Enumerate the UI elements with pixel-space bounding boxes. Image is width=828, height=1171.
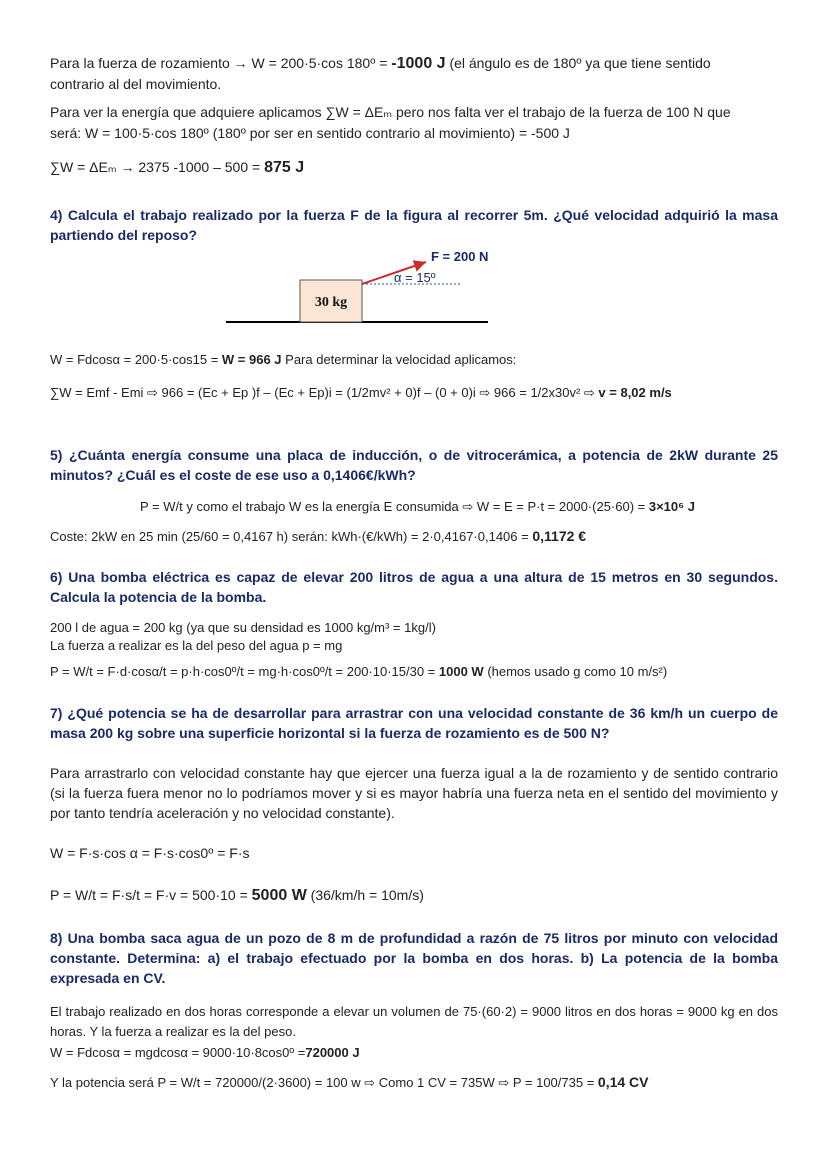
force-label: F = 200 N (431, 249, 488, 264)
text: ∑W = ΔEₘ → 2375 -1000 – 500 = (50, 159, 265, 175)
text-line: 200 l de agua = 200 kg (ya que su densidad es 1000 kg/m³ = 1kg/l) (50, 620, 436, 635)
result-value: 875 J (264, 159, 305, 176)
work-line (50, 350, 778, 370)
power-line (50, 1072, 778, 1093)
cost-line (50, 526, 778, 547)
text-line: contrario al del movimiento. (50, 76, 222, 92)
question-7-title: 7) ¿Qué potencia se ha de desarrollar para arrastrar con una velocidad constante de 36 km/h un cuerpo de masa 200 kg sobre una superficie horizontal si la fuerza de rozamiento es de 500 N? (50, 705, 778, 741)
text: (hemos usado g como 10 m/s²) (483, 664, 668, 679)
text-line: La fuerza a realizar es la del peso del agua p = mg (50, 638, 343, 653)
explanation-paragraph: El trabajo realizado en dos horas corresponde a elevar un volumen de 75·(60·2) = 9000 litros en dos horas = 9000 kg en dos horas. Y la fuerza a realizar es la del peso. (50, 1004, 778, 1039)
result-value: v = 8,02 m/s (598, 385, 672, 400)
velocity-line (50, 383, 778, 403)
work-line (50, 1043, 778, 1063)
text: P = W/t = F·d·cosα/t = p·h·cos0º/t = mg·h·cos0º/t = 200·10·15/30 = (50, 664, 439, 679)
question-6-title: 6) Una bomba eléctrica es capaz de elevar 200 litros de agua a una altura de 15 metros en 30 segundos. Calcula la potencia de la bomba. (50, 569, 778, 605)
result-value: W = 966 J (221, 352, 282, 367)
force-diagram (226, 246, 488, 326)
text: Para la fuerza de rozamiento → W = 200·5·cos 180º = (50, 55, 392, 71)
result-value: 720000 J (305, 1045, 360, 1060)
result-value: 0,1172 € (532, 528, 587, 544)
result-value: -1000 J (391, 55, 446, 72)
power-line (50, 662, 778, 682)
result-value: 0,14 CV (597, 1074, 649, 1090)
question-4-title: 4) Calcula el trabajo realizado por la fuerza F de la figura al recorrer 5m. ¿Qué velocidad adquirió la masa partiendo del reposo? (50, 207, 778, 243)
angle-label: α = 15º (394, 270, 436, 285)
text: Y la potencia será P = W/t = 720000/(2·3600) = 100 w ⇨ Como 1 CV = 735W ⇨ P = 100/735 = (50, 1075, 598, 1090)
result-value: 5000 W (251, 887, 307, 904)
text-line: será: W = 100·5·cos 180º (180º por ser en sentido contrario al movimiento) = -500 J (50, 125, 570, 141)
question-8-title: 8) Una bomba saca agua de un pozo de 8 m de profundidad a razón de 75 litros por minuto con velocidad constante. Determina: a) el trabajo efectuado por la bomba en dos horas. b) La potencia de la bomba expresada en CV. (50, 930, 778, 986)
power-line (50, 885, 778, 906)
text: (36/km/h = 10m/s) (306, 887, 424, 903)
result-value: 3×10⁶ J (648, 499, 695, 514)
text: ∑W = Emf - Emi ⇨ 966 = (Ec + Ep )f – (Ec + Ep)i = (1/2mv² + 0)f – (0 + 0)i ⇨ 966 = 1/2x30v² ⇨ (50, 385, 599, 400)
text: P = W/t = F·s/t = F·v = 500·10 = (50, 887, 252, 903)
text: W = Fdcosα = mgdcosα = 9000·10·8cos0º = (50, 1045, 306, 1060)
force-diagram-svg (226, 246, 488, 326)
energy-result-line (50, 157, 778, 178)
text: Coste: 2kW en 25 min (25/60 = 0,4167 h) serán: kWh·(€/kWh) = 2·0,4167·0,1406 = (50, 529, 533, 544)
text: W = Fdcosα = 200·5·cos15 = (50, 352, 222, 367)
text: Para determinar la velocidad aplicamos: (281, 352, 517, 367)
result-value: 1000 W (438, 664, 484, 679)
text-line: Para ver la energía que adquiere aplicamos ∑W = ΔEₘ pero nos falta ver el trabajo de la fuerza de 100 N que (50, 104, 731, 120)
mass-label: 30 kg (314, 295, 348, 310)
question-5-title: 5) ¿Cuánta energía consume una placa de inducción, o de vitrocerámica, a potencia de 2kW durante 25 minutos? ¿Cuál es el coste de ese uso a 0,1406€/kWh? (50, 447, 778, 483)
friction-work-line (50, 53, 778, 74)
text: P = W/t y como el trabajo W es la energía E consumida ⇨ W = E = P·t = 2000·(25·60) = (140, 499, 649, 514)
energy-line (140, 497, 778, 517)
explanation-paragraph: Para arrastrarlo con velocidad constante hay que ejercer una fuerza igual a la de rozamiento y de sentido contrario (si la fuerza fuera menor no lo podríamos mover y si es mayor habría una fuerza neta en el sentido del movimiento y por tanto tendría aceleración y no velocidad constante). (50, 765, 778, 821)
work-line: W = F·s·cos α = F·s·cos0º = F·s (50, 845, 250, 861)
text: (el ángulo es de 180º ya que tiene sentido (445, 55, 711, 71)
